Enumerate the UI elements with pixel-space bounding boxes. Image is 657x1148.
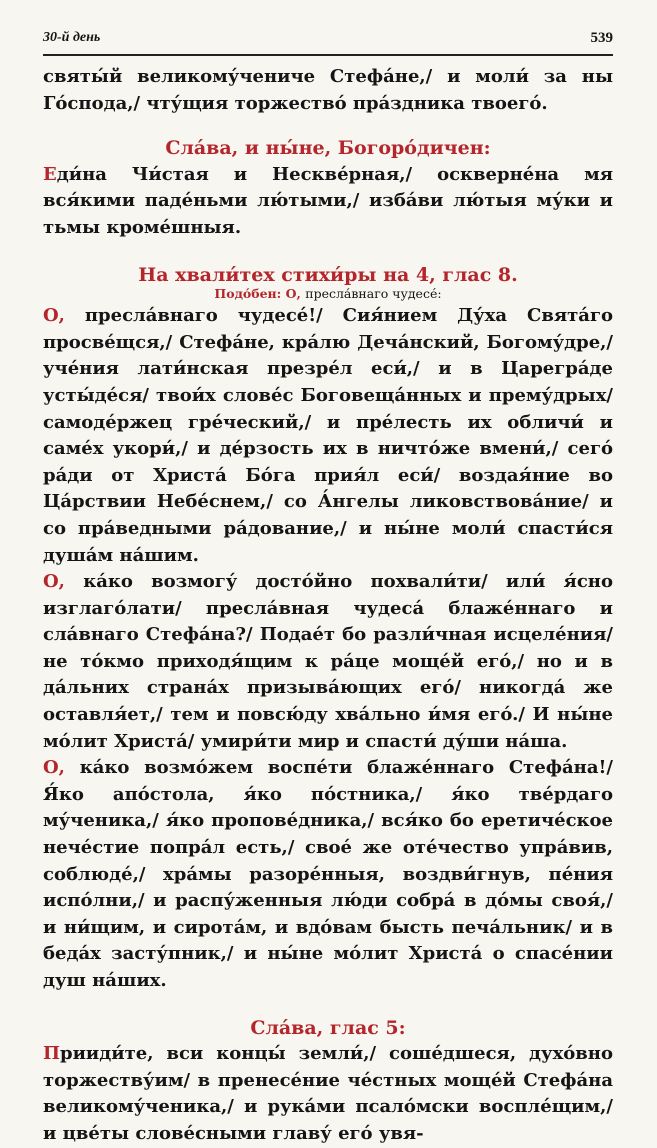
initial-word: О, <box>43 757 65 779</box>
paragraph-text: ка́ко возмо́жем воспéти блажéннаго Стефа́на!/ Я́ко апо́стола, я́ко по́стника,/ я́ко твéрдаго му́ченика,/ я́ко пропове́дника,/ вся́ко бо еретичéское нечéстие попра́л есть,/ своé же отéчество упра́вив, соблюдé,/ хра́мы разорéнныя, воздви́гнув, пéния испо́лни,/ и распу́женныя лю́ди собра́ в до́мы своя́,/ и ни́щим, и сирота́м, и вдо́вам бысть печа́льник/ и в бедáх засту́пник,/ и ны́не мо́лит Христа́ о спасéнии душ на́ших. <box>43 757 613 991</box>
initial-word: О, <box>43 305 65 327</box>
podoben-text: пресла́внаго чудесé: <box>305 286 442 302</box>
initial-letter: П <box>43 1043 60 1065</box>
doxastikon-paragraph <box>43 1041 613 1147</box>
sticheron-1 <box>43 303 613 569</box>
paragraph-text: рииди́те, вси концы́ земли́,/ сошéдшеся, духо́вно торжеству́им/ в пренесéние чéстных мощéй Стефа́на великому́ченика,/ и рука́ми псало́мски воспле́щим,/ и цвéты словéсными главу́ егó увя- <box>43 1043 613 1144</box>
sticheron-2 <box>43 569 613 755</box>
slava-heading: Сла́ва, и ны́не, Богоро́дичен: <box>165 137 491 160</box>
continued-paragraph: святы́й великому́чениче Стефа́не,/ и моли́ за ны Го́спода,/ чту́щия торжество́ пра́здника твоего́. <box>43 66 613 114</box>
slava-glas-heading: Сла́ва, глас 5: <box>250 1016 406 1039</box>
initial-word: О, <box>43 571 65 593</box>
page-number: 539 <box>590 30 613 46</box>
page-body <box>43 64 613 1148</box>
podoben-label: Подо́бен: О, <box>214 286 301 302</box>
sticheron-3 <box>43 755 613 994</box>
stichera-heading: На хвали́тех стихи́ры на 4, глас 8. <box>138 263 518 286</box>
paragraph-text: пресла́внаго чудесé!/ Сия́нием Ду́ха Свята́го просвéщся,/ Стефа́не, кра́лю Деча́нский, Богому́дре,/ учéния лати́нская презрéл еси́,/ и в Царегра́де усты́дéся/ твои́х словéс Боговеща́нных и прему́дрых/ самодéржец грéческий,/ и прéлесть их обличи́ и самéх укори́,/ и дéрзость их в ничто́же вмени́,/ сегó ра́ди от Христа́ Бо́га прия́л еси́/ воздая́ние во Ца́рствии Небéснем,/ со А́нгелы ликовствова́ние/ и со пра́ведными ра́дование,/ и ны́не моли́ спасти́ся душа́м на́шим. <box>43 305 613 566</box>
running-header <box>43 24 613 56</box>
paragraph-text: ди́на Чи́стая и Несквéрная,/ осквернéна мя вся́кими падéньми лю́тыми,/ изба́ви лю́тыя му́ки и тьмы кромéшныя. <box>43 163 613 238</box>
paragraph-text: ка́ко возмогу́ досто́йно похвали́ти/ или́ я́сно изглаго́лати/ пресла́вная чудеса́ блажéннаго и сла́внаго Стефа́на?/ Подаéт бо разли́чная исцелéния/ не то́кмо приходя́щим к ра́це мощéй егó,/ но и в да́льних страна́х призыва́ющих егó/ никогда́ же оставля́ет,/ тем и повсю́ду хва́льно и́мя егó./ И ны́не мо́лит Христа́/ умири́ти мир и спасти́ ду́ши на́ша. <box>43 571 613 752</box>
day-label: 30-й день <box>43 30 101 45</box>
initial-letter: Е <box>43 163 57 185</box>
theotokion-paragraph <box>43 162 613 242</box>
podoben-line <box>43 286 613 302</box>
